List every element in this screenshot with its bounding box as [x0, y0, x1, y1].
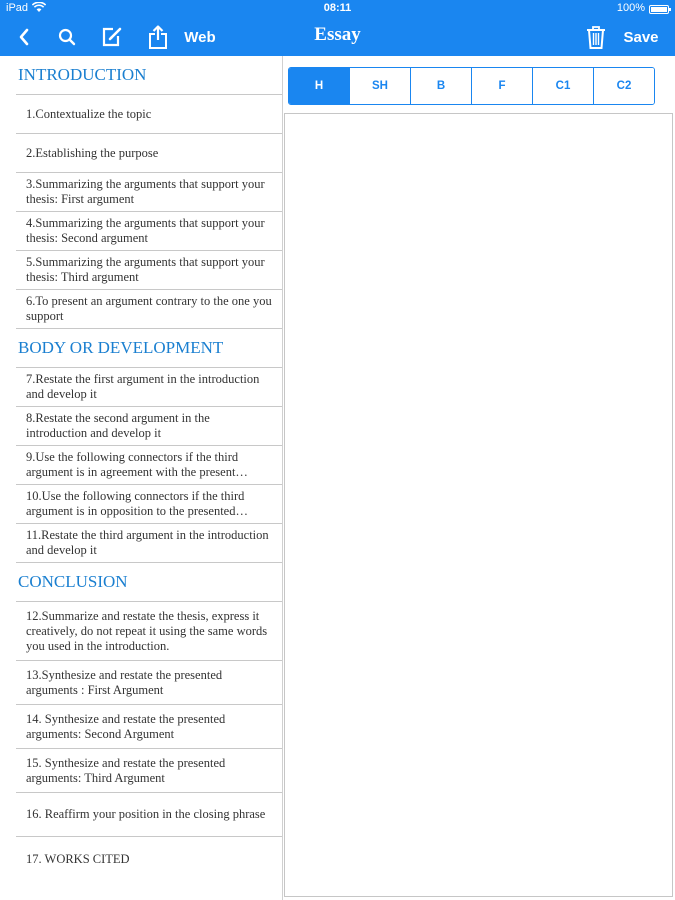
share-icon [148, 25, 168, 49]
essay-outline-sidebar [16, 56, 282, 900]
page-title: Essay [314, 24, 361, 45]
nav-bar [0, 18, 675, 56]
outline-item-10[interactable]: 10.Use the following connectors if the third argument is in opposition to the presented… [16, 485, 282, 524]
segment-c1[interactable]: C1 [532, 68, 593, 104]
top-bar [0, 0, 675, 56]
search-button[interactable] [54, 18, 80, 56]
outline-item-7[interactable]: 7.Restate the first argument in the introduction and develop it [16, 368, 282, 407]
segment-b[interactable]: B [410, 68, 471, 104]
outline-item-3[interactable]: 3.Summarizing the arguments that support your thesis: First argument [16, 173, 282, 212]
edit-button[interactable] [99, 18, 125, 56]
outline-item-6[interactable]: 6.To present an argument contrary to the one you support [16, 290, 282, 329]
delete-button[interactable] [583, 18, 609, 56]
battery-icon [649, 5, 669, 14]
web-button[interactable]: Web [184, 28, 216, 46]
save-button[interactable]: Save [623, 28, 659, 46]
outline-item-9[interactable]: 9.Use the following connectors if the third argument is in agreement with the present… [16, 446, 282, 485]
outline-item-15[interactable]: 15. Synthesize and restate the presented arguments: Third Argument [16, 749, 282, 793]
outline-item-11[interactable]: 11.Restate the third argument in the introduction and develop it [16, 524, 282, 563]
outline-item-8[interactable]: 8.Restate the second argument in the introduction and develop it [16, 407, 282, 446]
outline-item-14[interactable]: 14. Synthesize and restate the presented arguments: Second Argument [16, 705, 282, 749]
search-icon [58, 28, 76, 46]
clock: 08:11 [323, 2, 352, 14]
section-body: BODY OR DEVELOPMENT [16, 329, 282, 368]
outline-item-1[interactable]: 1.Contextualize the topic [16, 95, 282, 134]
back-button[interactable] [12, 18, 36, 56]
section-introduction: INTRODUCTION [16, 56, 282, 95]
trash-icon [586, 25, 606, 49]
edit-icon [101, 26, 123, 48]
section-conclusion: CONCLUSION [16, 563, 282, 602]
outline-item-12[interactable]: 12.Summarize and restate the thesis, express it creatively, do not repeat it using the same words you used in the introduction. [16, 602, 282, 661]
essay-editor[interactable] [284, 113, 673, 897]
style-segmented-control [288, 67, 655, 105]
outline-item-4[interactable]: 4.Summarizing the arguments that support your thesis: Second argument [16, 212, 282, 251]
battery-percent: 100% [616, 2, 645, 14]
outline-item-2[interactable]: 2.Establishing the purpose [16, 134, 282, 173]
outline-item-16[interactable]: 16. Reaffirm your position in the closing phrase [16, 793, 282, 837]
outline-item-13[interactable]: 13.Synthesize and restate the presented arguments : First Argument [16, 661, 282, 705]
panel-divider [282, 56, 283, 900]
status-bar [0, 0, 675, 18]
outline-item-17[interactable]: 17. WORKS CITED [26, 851, 130, 866]
segment-h[interactable]: H [289, 68, 349, 104]
outline-item-5[interactable]: 5.Summarizing the arguments that support your thesis: Third argument [16, 251, 282, 290]
share-button[interactable] [145, 18, 171, 56]
segment-sh[interactable]: SH [349, 68, 410, 104]
carrier-label: iPad [6, 2, 29, 14]
chevron-left-icon [18, 28, 30, 46]
segment-c2[interactable]: C2 [593, 68, 654, 104]
segment-f[interactable]: F [471, 68, 532, 104]
